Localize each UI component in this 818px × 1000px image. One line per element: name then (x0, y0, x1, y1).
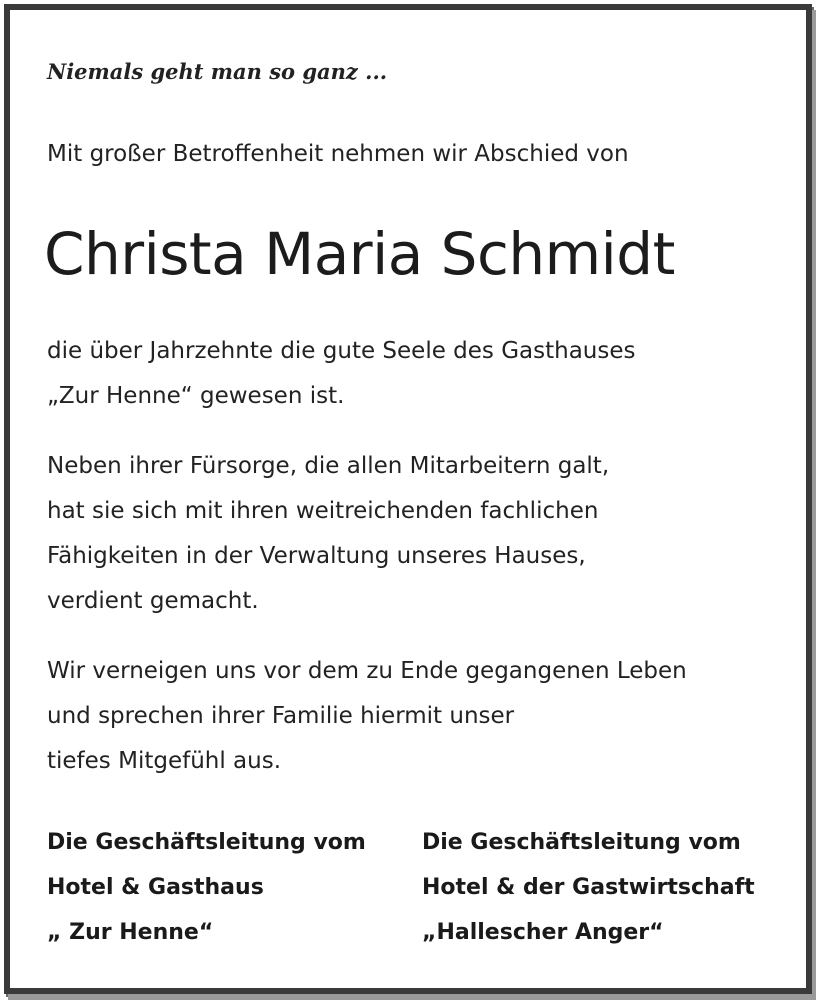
paragraph-line: Fähigkeiten in der Verwaltung unseres Hauses, (47, 543, 586, 569)
intro-line: Mit großer Betroffenheit nehmen wir Abschied von (47, 141, 629, 167)
signature-line: „Hallescher Anger“ (422, 920, 664, 945)
paragraph-line: hat sie sich mit ihren weitreichenden fachlichen (47, 498, 599, 524)
signature-line: Die Geschäftsleitung vom (47, 830, 366, 855)
signature-left (47, 820, 366, 955)
deceased-name: Christa Maria Schmidt (44, 220, 675, 288)
paragraph-line: Wir verneigen uns vor dem zu Ende gegangenen Leben (47, 658, 687, 684)
signature-line: „ Zur Henne“ (47, 920, 214, 945)
paragraph-line: Neben ihrer Fürsorge, die allen Mitarbeitern galt, (47, 453, 610, 479)
paragraph-line: tiefes Mitgefühl aus. (47, 748, 282, 774)
paragraph-line: und sprechen ihrer Familie hiermit unser (47, 703, 515, 729)
tribute-paragraph-1 (47, 329, 636, 419)
signature-right (422, 820, 755, 955)
paragraph-line: die über Jahrzehnte die gute Seele des Gasthauses (47, 338, 636, 364)
tribute-paragraph-3 (47, 649, 687, 784)
signature-line: Die Geschäftsleitung vom (422, 830, 741, 855)
signature-line: Hotel & Gasthaus (47, 875, 264, 900)
motto-line: Niemals geht man so ganz ... (47, 59, 388, 84)
signature-line: Hotel & der Gastwirtschaft (422, 875, 755, 900)
paragraph-line: verdient gemacht. (47, 588, 259, 614)
tribute-paragraph-2 (47, 444, 609, 624)
paragraph-line: „Zur Henne“ gewesen ist. (47, 383, 345, 409)
